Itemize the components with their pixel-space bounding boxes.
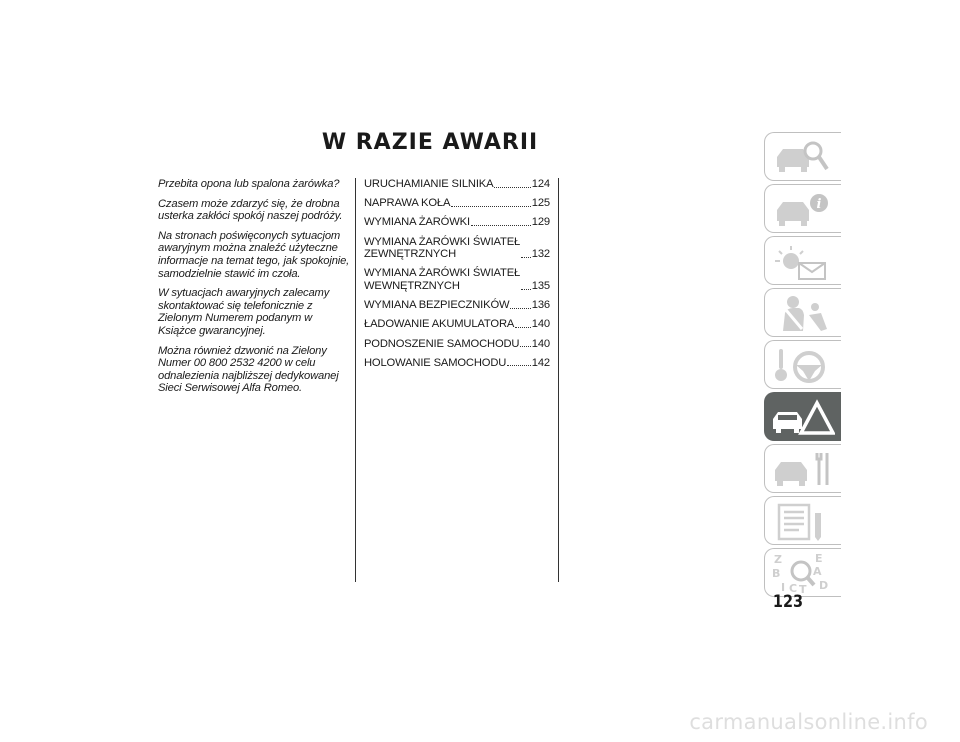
- car-info-icon: [769, 189, 835, 229]
- toc-item-title: WYMIANA ŻARÓWKI ŚWIATEŁ WEWNĘTRZNYCH: [364, 267, 521, 292]
- toc-item-engine-start[interactable]: [364, 178, 550, 191]
- toc-item-exterior-bulbs[interactable]: [364, 236, 550, 261]
- toc-item-page: 125: [531, 197, 550, 210]
- column-divider-right: [558, 178, 559, 582]
- toc-item-title: WYMIANA BEZPIECZNIKÓW: [364, 299, 510, 312]
- car-maintenance-icon: [769, 449, 835, 489]
- index-letter: D: [819, 579, 829, 592]
- toc-item-towing[interactable]: [364, 357, 550, 370]
- toc-item-wheel-repair[interactable]: [364, 197, 550, 210]
- toc-item-title: WYMIANA ŻARÓWKI ŚWIATEŁ ZEWNĘTRZNYCH: [364, 235, 521, 261]
- toc-item-title: URUCHAMIANIE SILNIKA: [364, 178, 494, 190]
- tab-car-info[interactable]: [764, 184, 841, 233]
- toc-item-page: 129: [531, 216, 550, 229]
- toc-leader: [471, 225, 531, 226]
- index-letter: T: [799, 583, 807, 593]
- toc-item-interior-bulbs[interactable]: [364, 267, 550, 292]
- toc-leader: [521, 289, 531, 290]
- toc-leader: [507, 365, 531, 366]
- intro-paragraph: Przebita opona lub spalona żarówka?: [158, 178, 340, 190]
- intro-text: [158, 178, 350, 402]
- tab-safety[interactable]: [764, 288, 841, 337]
- tab-index[interactable]: [764, 548, 841, 597]
- toc-item-bulb-replacement[interactable]: [364, 216, 550, 229]
- toc-item-battery-charging[interactable]: [364, 318, 550, 331]
- tab-car-knowledge[interactable]: [764, 132, 841, 181]
- warning-lights-icon: [769, 241, 835, 281]
- seat-belt-safety-icon: [769, 293, 835, 333]
- intro-paragraph: Można również dzwonić na Zielony Numer 00 800 2532 4200 w celu odnalezienia najbliższej dedykowanej Sieci Serwisowej Alfa Romeo.: [158, 344, 339, 395]
- chapter-tabs: [764, 132, 841, 600]
- toc-item-title: HOLOWANIE SAMOCHODU: [364, 356, 507, 369]
- toc-item-page: 140: [531, 318, 550, 331]
- index-letter: B: [772, 567, 781, 580]
- toc-item-page: 140: [531, 337, 550, 350]
- steering-wheel-icon: [769, 345, 835, 385]
- toc-leader: [515, 327, 531, 328]
- svg-text:i: i: [816, 197, 822, 212]
- specifications-icon: [769, 501, 835, 541]
- watermark: carmanualsonline.info: [689, 710, 928, 734]
- index-letter: Z: [774, 553, 782, 566]
- page-number: 123: [772, 592, 804, 612]
- toc-item-page: 135: [531, 279, 550, 292]
- index-letter: I: [781, 581, 786, 593]
- breakdown-warning-icon: [769, 397, 835, 437]
- tab-maintenance[interactable]: [764, 444, 841, 493]
- intro-paragraph: W sytuacjach awaryjnych zalecamy skontaktować się telefonicznie z Zielonym Numerem podanym w Książce gwarancyjnej.: [158, 287, 330, 337]
- toc-item-title: PODNOSZENIE SAMOCHODU: [364, 337, 520, 350]
- intro-paragraph: Na stronach poświęconych sytuacjom awaryjnym można znaleźć użyteczne informacje na temat tego, jak spokojnie, samodzielnie stawić im czoła.: [158, 229, 350, 280]
- toc-leader: [520, 346, 530, 347]
- tab-technical-data[interactable]: [764, 496, 841, 545]
- index-letter: A: [813, 565, 822, 578]
- intro-paragraph: Czasem może zdarzyć się, że drobna usterka zakłóci spokój naszej podróży.: [158, 197, 343, 223]
- tab-warning-lights[interactable]: [764, 236, 841, 285]
- toc-item-title: WYMIANA ŻARÓWKI: [364, 216, 470, 229]
- index-letter: E: [815, 553, 823, 565]
- tab-starting-driving[interactable]: [764, 340, 841, 389]
- toc-item-title: NAPRAWA KOŁA: [364, 197, 451, 210]
- page-title: W RAZIE AWARII: [321, 130, 539, 155]
- toc-leader: [521, 257, 531, 258]
- table-of-contents: [364, 178, 550, 376]
- index-letter: C: [789, 582, 798, 593]
- toc-item-page: 124: [531, 178, 550, 190]
- toc-leader: [494, 187, 530, 188]
- toc-item-lifting[interactable]: [364, 338, 550, 351]
- tab-in-emergency[interactable]: [764, 392, 841, 441]
- toc-leader: [510, 308, 530, 309]
- toc-item-page: 142: [531, 356, 550, 369]
- car-search-icon: [769, 137, 835, 177]
- toc-item-page: 132: [531, 248, 550, 261]
- toc-leader: [451, 206, 531, 207]
- alphabetical-index-icon: [769, 553, 835, 593]
- toc-item-page: 136: [531, 299, 550, 312]
- column-divider-left: [355, 178, 356, 582]
- toc-item-title: ŁADOWANIE AKUMULATORA: [364, 318, 515, 331]
- toc-item-fuses[interactable]: [364, 299, 550, 312]
